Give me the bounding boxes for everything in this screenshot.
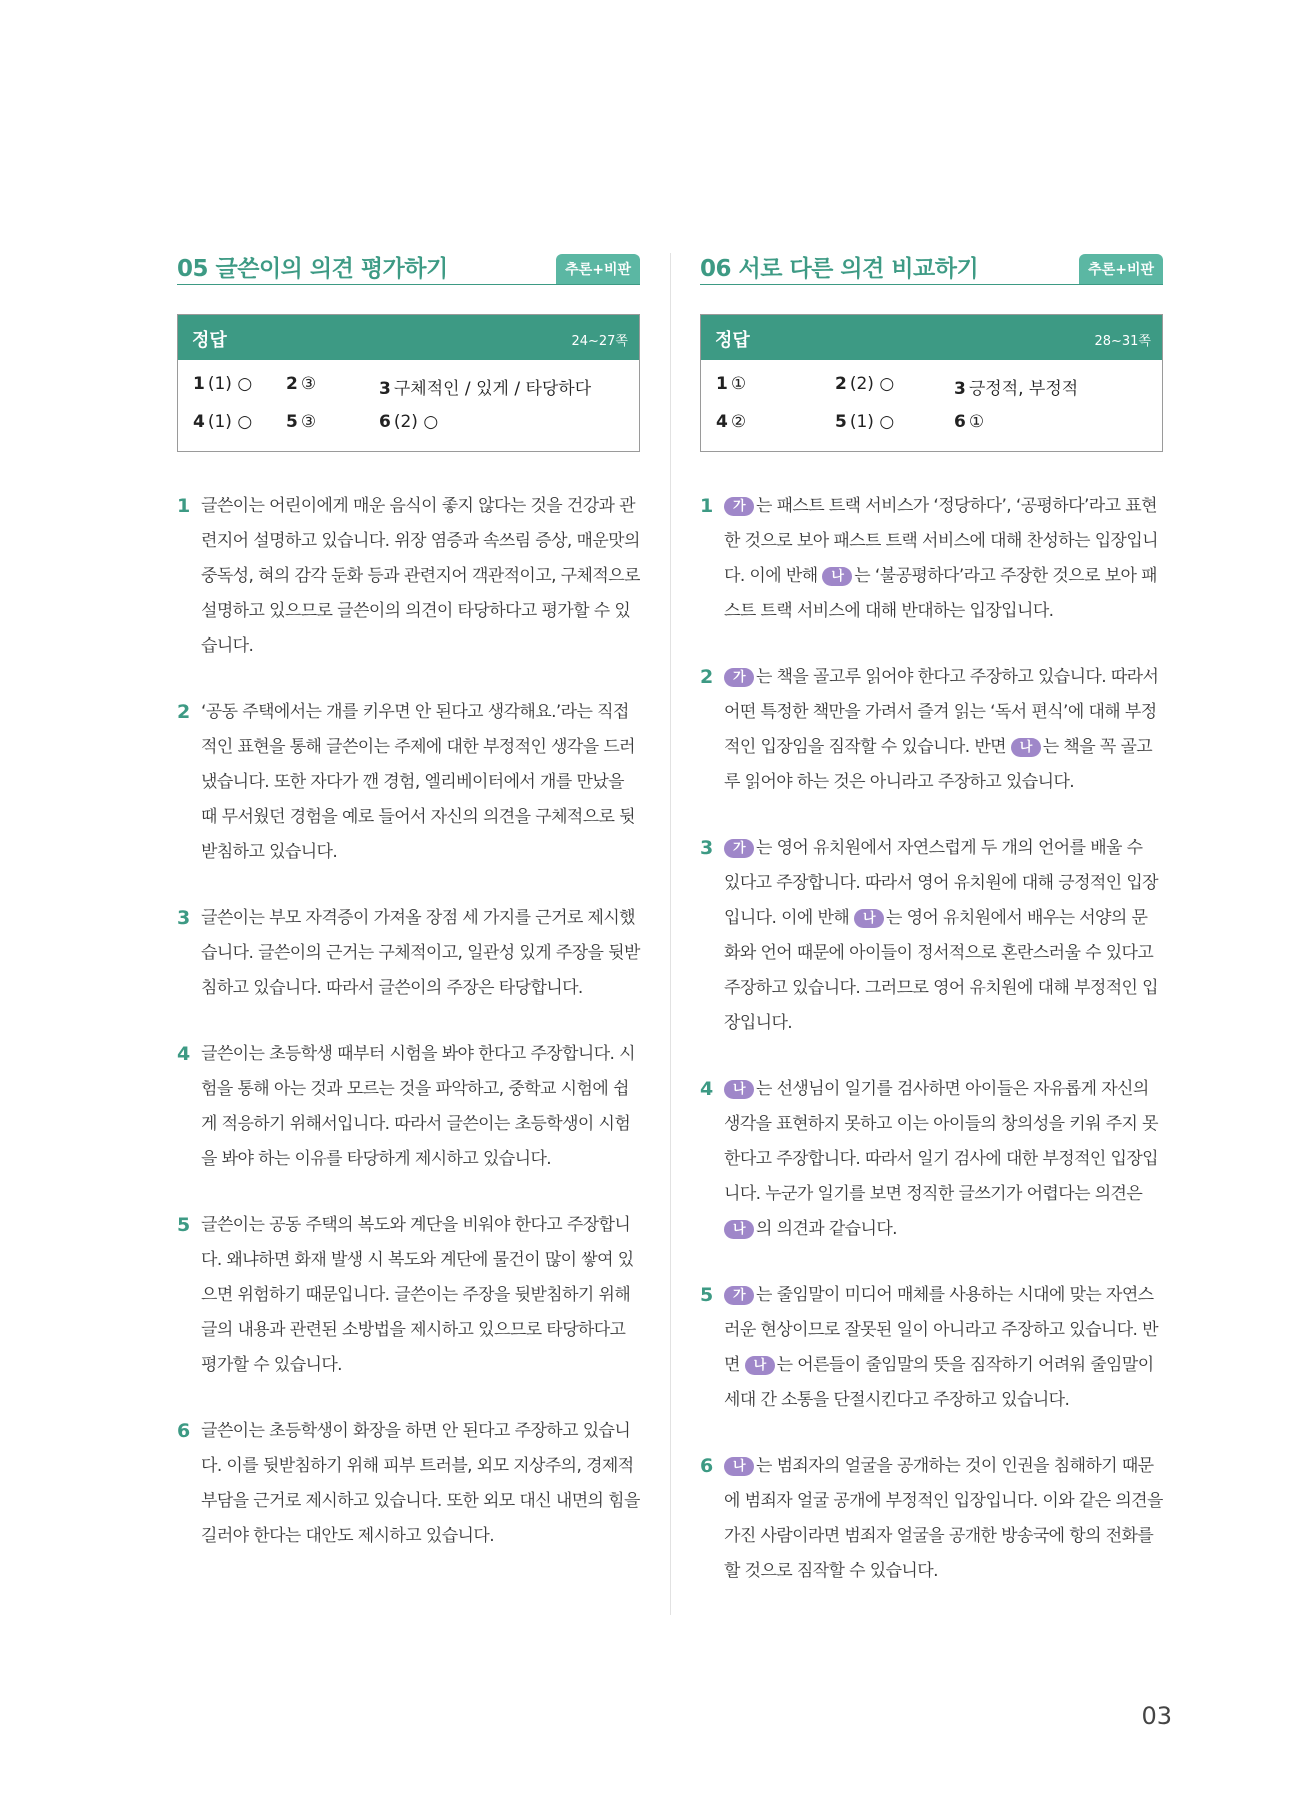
explanation-item (700, 660, 1163, 800)
item-text: ‘공동 주택에서는 개를 키우면 안 된다고 생각해요.’라는 직접적인 표현을 통해 글쓴이는 주제에 대한 부정적인 생각을 드러냈습니다. 또한 자다가 깬 경험, 엘리베이터에서 개를 만났을 때 무서웠던 경험을 예로 들어서 자신의 의견을 구체적으로 뒷받침하고 있습니다. (201, 702, 635, 862)
answer-item (286, 412, 316, 432)
item-text: 는 줄임말이 미디어 매체를 사용하는 시대에 맞는 자연스러운 현상이므로 잘못된 일이 아니라고 주장하고 있습니다. 반면 (724, 1285, 1158, 1375)
answer-item (286, 374, 316, 394)
section-header (700, 248, 1163, 285)
answer-item (716, 412, 746, 432)
answer-box-header (178, 315, 639, 360)
item-number: 4 (700, 1078, 713, 1100)
answer-value: ① (730, 374, 747, 394)
tag-na: 나 (822, 567, 852, 586)
item-number: 3 (177, 907, 190, 929)
item-number: 3 (700, 837, 713, 859)
answer-value: (2) ○ (849, 374, 895, 394)
item-text: 글쓴이는 어린이에게 매운 음식이 좋지 않다는 것을 건강과 관련지어 설명하고 있습니다. 위장 염증과 속쓰림 증상, 매운맛의 중독성, 혀의 감각 둔화 등과 관련지어 객관적이고, 구체적으로 설명하고 있으므로 글쓴이의 의견이 타당하다고 평가할 수 있습니다. (201, 496, 640, 656)
tag-ga: 가 (724, 668, 754, 687)
answer-number: 5 (286, 412, 298, 432)
answer-box (177, 314, 640, 452)
answer-item (716, 374, 746, 394)
answer-number: 6 (379, 412, 391, 432)
answer-item (835, 412, 894, 432)
answer-item (835, 374, 894, 394)
item-text: 는 영어 유치원에서 배우는 서양의 문화와 언어 때문에 아이들이 정서적으로 혼란스러울 수 있다고 주장하고 있습니다. 그러므로 영어 유치원에 대해 부정적인 입장입니다. (724, 908, 1158, 1033)
answer-value: 구체적인 / 있게 / 타당하다 (393, 379, 592, 399)
answer-value: (1) ○ (207, 412, 253, 432)
item-text: 는 어른들이 줄임말의 뜻을 짐작하기 어려워 줄임말이 세대 간 소통을 단절시킨다고 주장하고 있습니다. (724, 1355, 1154, 1410)
item-number: 6 (700, 1455, 713, 1477)
tag-na: 나 (854, 909, 884, 928)
explanation-item (177, 1037, 640, 1177)
answer-pages: 28~31쪽 (1094, 334, 1151, 349)
answer-number: 4 (716, 412, 728, 432)
answer-item (954, 374, 1078, 399)
answer-box (700, 314, 1163, 452)
column-divider (670, 253, 671, 1615)
answer-value: ③ (300, 412, 317, 432)
explanation-item (177, 695, 640, 870)
item-text: 는 ‘불공평하다’라고 주장한 것으로 보아 패스트 트랙 서비스에 대해 반대하는 입장입니다. (724, 566, 1157, 621)
answer-number: 2 (286, 374, 298, 394)
category-badge: 추론+비판 (556, 254, 640, 284)
page-number: 03 (1141, 1702, 1172, 1730)
answer-number: 3 (379, 379, 391, 399)
answer-number: 1 (716, 374, 728, 394)
explanation-item (177, 901, 640, 1006)
item-number: 1 (700, 495, 713, 517)
item-text: 는 책을 꼭 골고루 읽어야 하는 것은 아니라고 주장하고 있습니다. (724, 737, 1153, 792)
answer-box-header (701, 315, 1162, 360)
answer-item (379, 374, 591, 399)
tag-na: 나 (724, 1457, 754, 1476)
answer-value: ① (968, 412, 985, 432)
tag-ga: 가 (724, 1286, 754, 1305)
tag-na: 나 (724, 1220, 754, 1239)
answer-number: 4 (193, 412, 205, 432)
section-header (177, 248, 640, 285)
answer-pages: 24~27쪽 (571, 334, 628, 349)
item-number: 2 (177, 701, 190, 723)
explanation-list (177, 489, 640, 1554)
answer-grid (701, 360, 1162, 451)
item-text: 는 선생님이 일기를 검사하면 아이들은 자유롭게 자신의 생각을 표현하지 못하고 이는 아이들의 창의성을 키워 주지 못한다고 주장합니다. 따라서 일기 검사에 대한 부정적인 입장입니다. 누군가 일기를 보면 정직한 글쓰기가 어렵다는 의견은 (724, 1079, 1158, 1204)
tag-na: 나 (724, 1080, 754, 1099)
answer-number: 2 (835, 374, 847, 394)
explanation-item (177, 489, 640, 664)
answer-value: 긍정적, 부정적 (968, 379, 1079, 399)
item-number: 2 (700, 666, 713, 688)
explanation-item (700, 489, 1163, 629)
explanation-item (700, 831, 1163, 1041)
item-text: 글쓴이는 공동 주택의 복도와 계단을 비워야 한다고 주장합니다. 왜냐하면 화재 발생 시 복도와 계단에 물건이 많이 쌓여 있으면 위험하기 때문입니다. 글쓴이는 주장을 뒷받침하기 위해 글의 내용과 관련된 소방법을 제시하고 있으므로 타당하다고 평가할 수 있습니다. (201, 1215, 634, 1375)
explanation-item (700, 1449, 1163, 1589)
item-text: 는 패스트 트랙 서비스가 ‘정당하다’, ‘공평하다’라고 표현한 것으로 보아 패스트 트랙 서비스에 대해 찬성하는 입장입니다. 이에 반해 (724, 496, 1158, 586)
answer-value: (1) ○ (207, 374, 253, 394)
item-number: 5 (177, 1214, 190, 1236)
answer-value: ② (730, 412, 747, 432)
answer-item (193, 374, 252, 394)
tag-ga: 가 (724, 839, 754, 858)
answer-grid (178, 360, 639, 451)
answer-label: 정답 (192, 330, 227, 351)
tag-na: 나 (1011, 738, 1041, 757)
item-number: 4 (177, 1043, 190, 1065)
explanation-item (177, 1414, 640, 1554)
answer-value: ③ (300, 374, 317, 394)
explanation-item (177, 1208, 640, 1383)
explanation-item (700, 1278, 1163, 1418)
answer-value: (1) ○ (849, 412, 895, 432)
answer-value: (2) ○ (393, 412, 439, 432)
answer-number: 1 (193, 374, 205, 394)
category-badge: 추론+비판 (1079, 254, 1163, 284)
explanation-item (700, 1072, 1163, 1247)
item-text: 는 책을 골고루 읽어야 한다고 주장하고 있습니다. 따라서 어떤 특정한 책만을 가려서 즐겨 읽는 ‘독서 편식’에 대해 부정적인 입장임을 짐작할 수 있습니다. 반면 (724, 667, 1159, 757)
item-number: 5 (700, 1284, 713, 1306)
answer-item (954, 412, 984, 432)
answer-item (193, 412, 252, 432)
answer-item (379, 412, 438, 432)
section-title: 06 서로 다른 의견 비교하기 (700, 256, 979, 282)
item-text: 는 영어 유치원에서 자연스럽게 두 개의 언어를 배울 수 있다고 주장합니다. 따라서 영어 유치원에 대해 긍정적인 입장입니다. 이에 반해 (724, 838, 1158, 928)
explanation-list (700, 489, 1163, 1589)
item-number: 1 (177, 495, 190, 517)
item-text: 글쓴이는 초등학생 때부터 시험을 봐야 한다고 주장합니다. 시험을 통해 아는 것과 모르는 것을 파악하고, 중학교 시험에 쉽게 적응하기 위해서입니다. 따라서 글쓴이는 초등학생이 시험을 봐야 하는 이유를 타당하게 제시하고 있습니다. (201, 1044, 635, 1169)
answer-number: 5 (835, 412, 847, 432)
answer-number: 6 (954, 412, 966, 432)
answer-label: 정답 (715, 330, 750, 351)
tag-na: 나 (745, 1356, 775, 1375)
item-number: 6 (177, 1420, 190, 1442)
tag-ga: 가 (724, 497, 754, 516)
section-06 (700, 248, 1163, 1620)
item-text: 의 의견과 같습니다. (755, 1219, 897, 1239)
item-text: 글쓴이는 부모 자격증이 가져올 장점 세 가지를 근거로 제시했습니다. 글쓴이의 근거는 구체적이고, 일관성 있게 주장을 뒷받침하고 있습니다. 따라서 글쓴이의 주장은 타당합니다. (201, 908, 640, 998)
item-text: 글쓴이는 초등학생이 화장을 하면 안 된다고 주장하고 있습니다. 이를 뒷받침하기 위해 피부 트러블, 외모 지상주의, 경제적 부담을 근거로 제시하고 있습니다. 또한 외모 대신 내면의 힘을 길러야 한다는 대안도 제시하고 있습니다. (201, 1421, 640, 1546)
answer-number: 3 (954, 379, 966, 399)
section-05 (177, 248, 640, 1585)
section-title: 05 글쓴이의 의견 평가하기 (177, 256, 448, 282)
item-text: 는 범죄자의 얼굴을 공개하는 것이 인권을 침해하기 때문에 범죄자 얼굴 공개에 부정적인 입장입니다. 이와 같은 의견을 가진 사람이라면 범죄자 얼굴을 공개한 방송국에 항의 전화를 할 것으로 짐작할 수 있습니다. (724, 1456, 1163, 1581)
